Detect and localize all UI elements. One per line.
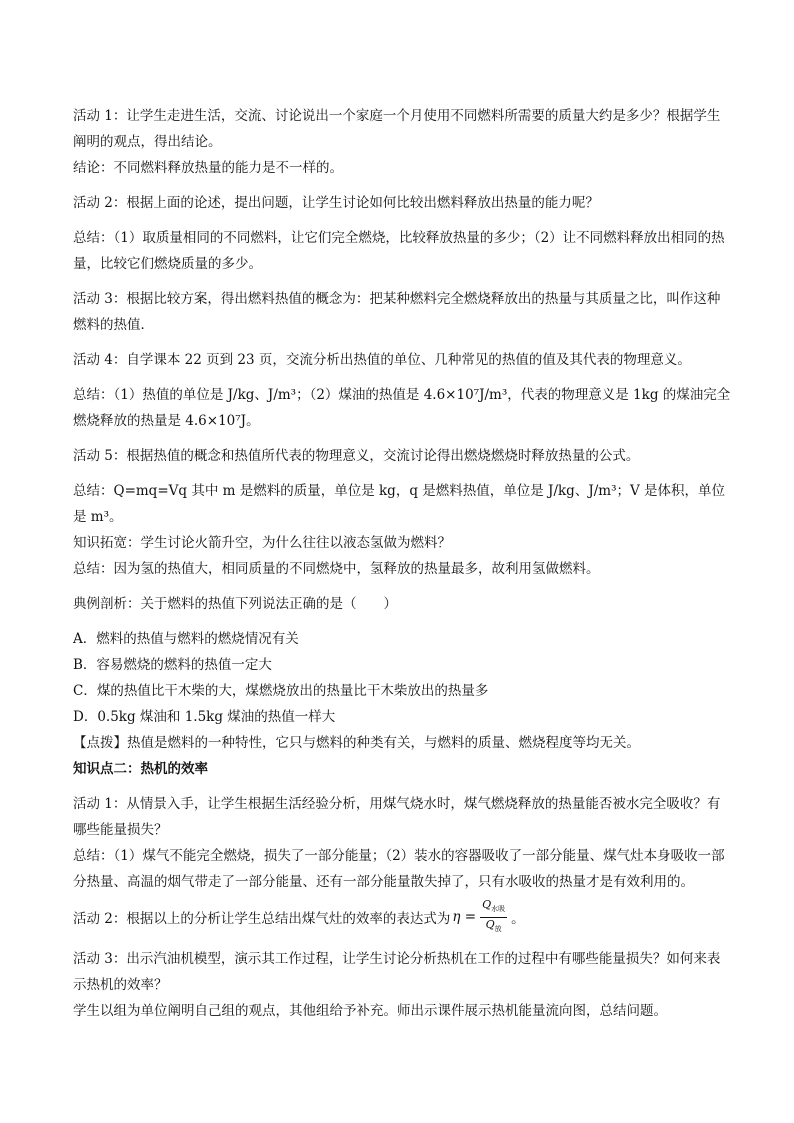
knowledge-extension-summary: 总结：因为氢的热值大，相同质量的不同燃烧中，氢释放的热量最多，故利用氢做燃料。 (73, 561, 600, 577)
option-b: B．容易燃烧的燃料的热值一定大 (73, 657, 272, 673)
conclusion-1-paragraph: 结论：不同燃料释放热量的能力是不一样的。 (73, 160, 343, 176)
activity-2-paragraph: 活动 2：根据上面的论述，提出问题，让学生讨论如何比较出燃料释放出热量的能力呢？ (73, 195, 599, 211)
section2-closing-paragraph: 学生以组为单位阐明自己组的观点，其他组给予补充。师出示课件展示热机能量流向图，总结问题。 (73, 1003, 667, 1019)
example-question: 典例剖析：关于燃料的热值下列说法正确的是（ ） (73, 596, 397, 612)
formula-period: 。 (511, 911, 525, 927)
section-heading-2: 知识点二：热机的效率 (73, 761, 208, 777)
knowledge-extension-paragraph: 知识拓宽：学生讨论火箭升空，为什么往往以液态氢做为燃料？ (73, 535, 451, 551)
fraction-denominator: $Q_放$ (485, 917, 502, 933)
tip-paragraph: 【点拨】热值是燃料的一种特性，它只与燃料的种类有关，与燃料的质量、燃烧程度等均无关。 (73, 735, 640, 751)
activity-3-paragraph: 活动 3：根据比较方案，得出燃料热值的概念为：把某种燃料完全燃烧释放出的热量与其质量之比，叫作这种燃料的热值． (73, 291, 721, 333)
summary-2-paragraph: 总结：（1）取质量相同的不同燃料，让它们完全燃烧，比较释放热量的多少；（2）让不同燃料释放出相同的热量，比较它们燃烧质量的多少。 (73, 230, 725, 272)
document-body (73, 103, 733, 1024)
option-a: A．燃料的热值与燃料的燃烧情况有关 (73, 631, 299, 647)
section2-summary-1-paragraph: 总结：（1）煤气不能完全燃烧，损失了一部分能量；（2）装水的容器吸收了一部分能量、煤气灶本身吸收一部分热量、高温的烟气带走了一部分能量、还有一部分能量散失掉了，只有水吸收的热量才是有效利用的。 (73, 848, 725, 890)
option-c: C．煤的热值比干木柴的大，煤燃烧放出的热量比干木柴放出的热量多 (73, 683, 489, 699)
activity-1-paragraph: 活动 1：让学生走进生活，交流、讨论说出一个家庭一个月使用不同燃料所需要的质量大约是多少？根据学生阐明的观点，得出结论。 (73, 108, 721, 150)
efficiency-fraction (480, 898, 507, 935)
activity-5-paragraph: 活动 5：根据热值的概念和热值所代表的物理意义，交流讨论得出燃烧燃烧时释放热量的公式。 (73, 448, 640, 464)
section2-activity-2-text: 活动 2：根据以上的分析让学生总结出煤气灶的效率的表达式为 (73, 911, 451, 927)
section2-activity-3-paragraph: 活动 3：出示汽油机模型，演示其工作过程，让学生讨论分析热机在工作的过程中有哪些能量损失？如何来表示热机的效率？ (73, 951, 721, 993)
summary-5-paragraph: 总结：Q=mq=Vq 其中 m 是燃料的质量，单位是 kg，q 是燃料热值，单位是 J/kg、J/m³；V 是体积，单位是 m³。 (73, 483, 726, 525)
activity-4-paragraph: 活动 4：自学课本 22 页到 23 页，交流分析出热值的单位、几种常见的热值的值及其代表的物理意义。 (73, 352, 691, 368)
fraction-numerator: $Q_{水吸}$ (480, 898, 507, 917)
efficiency-symbol: η = (452, 909, 477, 925)
summary-4-paragraph: 总结：（1）热值的单位是 J/kg、J/m³；（2）煤油的热值是 4.6×10⁷J/m³，代表的物理意义是 1kg 的煤油完全燃烧释放的热量是 4.6×10⁷J。 (73, 387, 731, 429)
section2-activity-1-paragraph: 活动 1：从情景入手，让学生根据生活经验分析，用煤气烧水时，煤气燃烧释放的热量能否被水完全吸收？有哪些能量损失？ (73, 796, 721, 838)
option-d: D．0.5kg 煤油和 1.5kg 煤油的热值一样大 (73, 709, 336, 725)
efficiency-formula-line (73, 897, 733, 937)
